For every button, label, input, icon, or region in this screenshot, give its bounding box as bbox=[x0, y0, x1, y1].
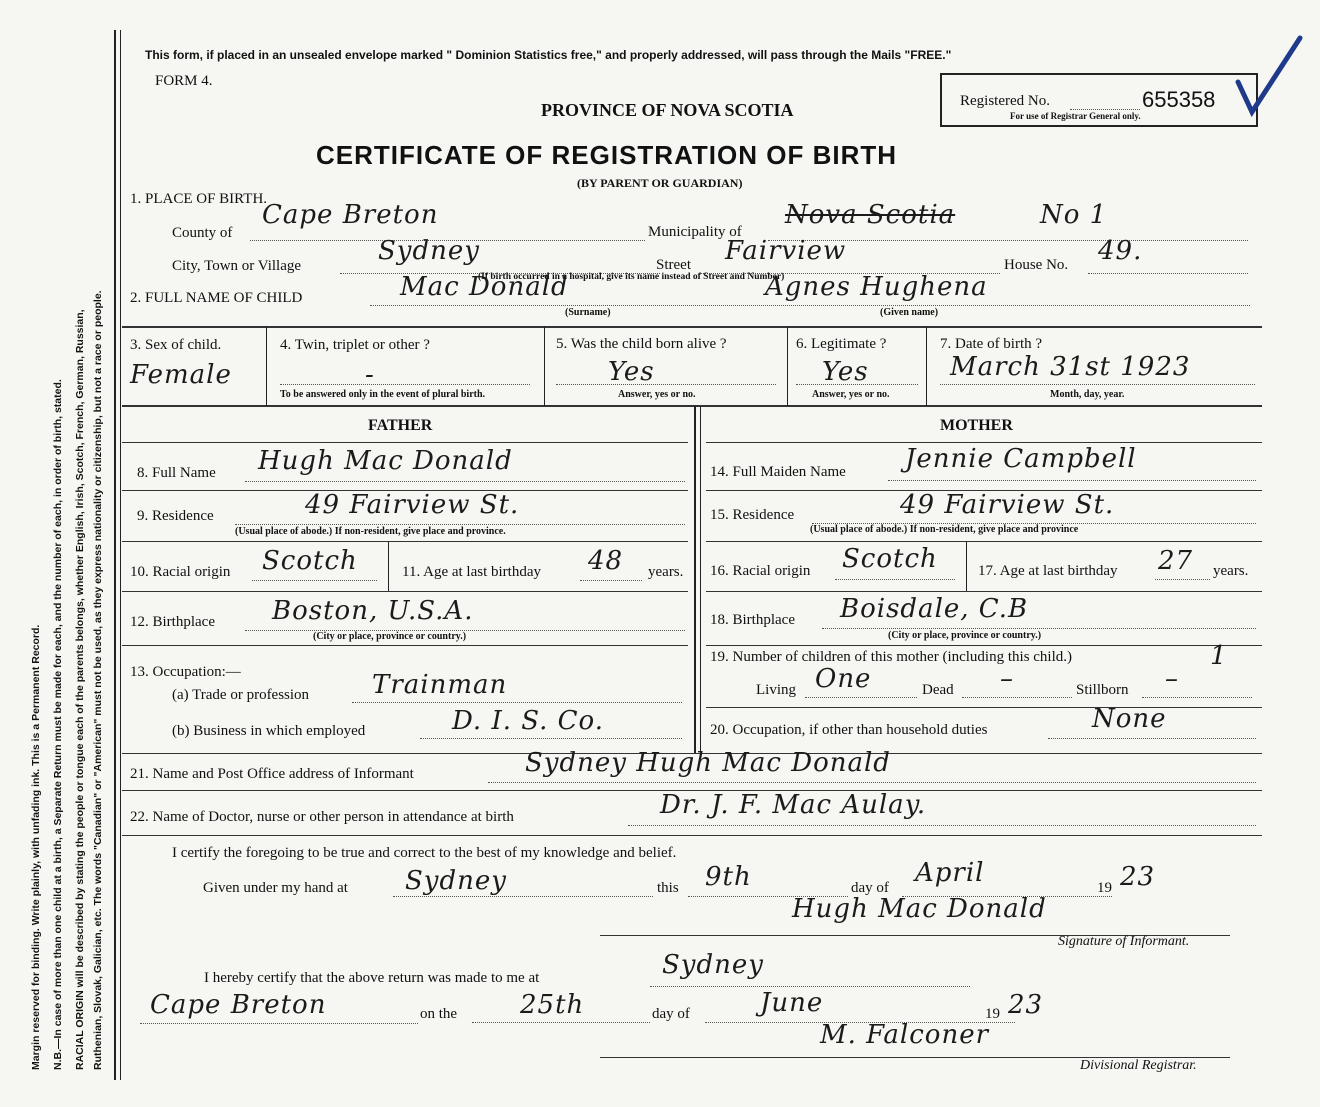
father-birthplace-value: Boston, U.S.A. bbox=[272, 596, 474, 626]
father-years: years. bbox=[648, 564, 684, 580]
registration-box bbox=[940, 73, 1258, 127]
registrar-month-value: June bbox=[760, 988, 824, 1018]
certificate-title: CERTIFICATE OF REGISTRATION OF BIRTH bbox=[316, 140, 898, 170]
registrar-signature-label: Divisional Registrar. bbox=[1080, 1058, 1197, 1073]
informant-label: 21. Name and Post Office address of Informant bbox=[130, 766, 414, 782]
sex-value: Female bbox=[130, 360, 232, 390]
mother-birthplace-value: Boisdale, C.B bbox=[840, 594, 1029, 624]
trade-label: (a) Trade or profession bbox=[172, 687, 310, 703]
mother-residence-note: (Usual place of abode.) If non-resident, give place and province bbox=[810, 524, 1079, 535]
father-heading: FATHER bbox=[368, 417, 433, 434]
mother-residence-label: 15. Residence bbox=[710, 507, 795, 523]
mail-notice: This form, if placed in an unsealed envelope marked " Dominion Statistics free," and properly addressed, will pass through the Mails "FREE." bbox=[145, 48, 952, 62]
alive-note: Answer, yes or no. bbox=[618, 389, 696, 400]
registrar-note: For use of Registrar General only. bbox=[1010, 111, 1141, 121]
father-name-value: Hugh Mac Donald bbox=[258, 446, 513, 476]
surname-note: (Surname) bbox=[565, 307, 611, 318]
children-count-label: 19. Number of children of this mother (including this child.) bbox=[710, 649, 1073, 665]
mother-age-value: 27 bbox=[1158, 546, 1194, 576]
father-residence-label: 9. Residence bbox=[137, 508, 214, 524]
father-racial-value: Scotch bbox=[262, 546, 358, 576]
father-residence-note: (Usual place of abode.) If non-resident, give place and province. bbox=[235, 526, 506, 537]
given-note: (Given name) bbox=[880, 307, 939, 318]
city-label: City, Town or Village bbox=[172, 258, 302, 274]
twin-note: To be answered only in the event of plural birth. bbox=[280, 389, 486, 400]
margin-note-1: Margin reserved for binding. Write plainly, with unfading ink. This is a Permanent Record. bbox=[30, 624, 42, 1070]
child-given-value: Agnes Hughena bbox=[765, 272, 988, 302]
street-value: Fairview bbox=[725, 236, 847, 266]
place-heading: 1. PLACE OF BIRTH. bbox=[130, 191, 268, 207]
child-surname-value: Mac Donald bbox=[400, 272, 569, 302]
margin-note-3: RACIAL ORIGIN will be described by stating the people or tongue each of the parents belongs, whether English, Irish, Scotch, French, German, Russian, bbox=[74, 309, 86, 1070]
doctor-value: Dr. J. F. Mac Aulay. bbox=[660, 790, 927, 820]
house-label: House No. bbox=[1004, 257, 1069, 273]
twin-value: - bbox=[365, 360, 375, 390]
given-day-value: 9th bbox=[705, 862, 752, 892]
county-value: Cape Breton bbox=[262, 200, 439, 230]
informant-value: Sydney Hugh Mac Donald bbox=[525, 748, 891, 778]
business-value: D. I. S. Co. bbox=[452, 706, 605, 736]
registered-label: Registered No. bbox=[960, 93, 1050, 109]
mother-residence-value: 49 Fairview St. bbox=[900, 490, 1115, 520]
father-age-label: 11. Age at last birthday bbox=[402, 564, 541, 580]
stillborn-label: Stillborn bbox=[1076, 682, 1129, 698]
margin-rule bbox=[114, 30, 116, 1080]
mother-racial-value: Scotch bbox=[842, 544, 938, 574]
registrar-county-value: Cape Breton bbox=[150, 990, 327, 1020]
check-mark-icon bbox=[1230, 30, 1310, 120]
doctor-label: 22. Name of Doctor, nurse or other person in attendance at birth bbox=[130, 809, 514, 825]
stillborn-value: – bbox=[1165, 664, 1179, 694]
father-birthplace-label: 12. Birthplace bbox=[130, 614, 215, 630]
mother-years: years. bbox=[1213, 563, 1249, 579]
certificate-subtitle: (BY PARENT OR GUARDIAN) bbox=[577, 176, 743, 190]
province-heading: PROVINCE OF NOVA SCOTIA bbox=[541, 100, 794, 120]
mother-birthplace-label: 18. Birthplace bbox=[710, 612, 795, 628]
this-label: this bbox=[657, 880, 679, 896]
given-month-value: April bbox=[915, 858, 985, 888]
father-occupation-label: 13. Occupation:— bbox=[130, 664, 241, 680]
county-label: County of bbox=[172, 225, 233, 241]
municipality-value: No 1 bbox=[1040, 200, 1108, 230]
alive-label: 5. Was the child born alive ? bbox=[556, 336, 727, 352]
father-name-label: 8. Full Name bbox=[137, 465, 216, 481]
business-label: (b) Business in which employed bbox=[172, 723, 366, 739]
given-label: Given under my hand at bbox=[203, 880, 348, 896]
mother-name-label: 14. Full Maiden Name bbox=[710, 464, 846, 480]
legitimate-value: Yes bbox=[822, 357, 869, 387]
municipality-label: Municipality of bbox=[648, 224, 742, 240]
margin-rule-inner bbox=[120, 30, 121, 1080]
parents-divider bbox=[694, 406, 696, 754]
living-label: Living bbox=[756, 682, 796, 698]
informant-signature: Hugh Mac Donald bbox=[792, 894, 1047, 924]
mother-occupation-label: 20. Occupation, if other than household duties bbox=[710, 722, 988, 738]
children-count-value: 1 bbox=[1210, 641, 1228, 671]
on-the-label: on the bbox=[420, 1006, 458, 1022]
margin-note-4: Ruthenian, Slovak, Galician, etc. The words "Canadian" or "American" must not be used, as they express nationality or citizenship, but not a race or people. bbox=[92, 290, 104, 1070]
dob-label: 7. Date of birth ? bbox=[940, 336, 1043, 352]
registered-number: 655358 bbox=[1142, 87, 1216, 112]
registrar-place-value: Sydney bbox=[662, 950, 764, 980]
legitimate-label: 6. Legitimate ? bbox=[796, 336, 887, 352]
registrar-year-value: 23 bbox=[1008, 990, 1044, 1020]
father-racial-label: 10. Racial origin bbox=[130, 564, 231, 580]
mother-age-label: 17. Age at last birthday bbox=[978, 563, 1118, 579]
given-place-value: Sydney bbox=[405, 866, 507, 896]
mother-occupation-value: None bbox=[1092, 704, 1167, 734]
city-value: Sydney bbox=[378, 236, 480, 266]
form-number: FORM 4. bbox=[155, 73, 213, 89]
alive-value: Yes bbox=[608, 357, 655, 387]
registrar-signature: M. Falconer bbox=[820, 1020, 990, 1050]
dob-note: Month, day, year. bbox=[1050, 389, 1125, 400]
given-year-value: 23 bbox=[1120, 862, 1156, 892]
registrar-statement: I hereby certify that the above return was made to me at bbox=[204, 970, 540, 986]
trade-value: Trainman bbox=[372, 670, 508, 700]
municipality-struck: Nova Scotia bbox=[785, 200, 956, 230]
twin-label: 4. Twin, triplet or other ? bbox=[280, 337, 430, 353]
given-year-prefix: 19 bbox=[1097, 880, 1112, 896]
certify-statement: I certify the foregoing to be true and correct to the best of my knowledge and belief. bbox=[172, 845, 677, 861]
father-birthplace-note: (City or place, province or country.) bbox=[313, 631, 467, 642]
legitimate-note: Answer, yes or no. bbox=[812, 389, 890, 400]
registrar-day-value: 25th bbox=[520, 990, 585, 1020]
dead-label: Dead bbox=[922, 682, 954, 698]
day-of-label: day of bbox=[851, 880, 889, 896]
child-name-label: 2. FULL NAME OF CHILD bbox=[130, 290, 303, 306]
signature-label: Signature of Informant. bbox=[1058, 934, 1190, 949]
dead-value: – bbox=[1000, 664, 1014, 694]
binding-margin bbox=[0, 0, 115, 1107]
margin-note-2: N.B.—In case of more than one child at a birth, a Separate Return must be made for each, and the number of each, in order of birth, stated. bbox=[52, 379, 64, 1070]
father-age-value: 48 bbox=[588, 546, 624, 576]
registrar-year-prefix: 19 bbox=[985, 1006, 1000, 1022]
hospital-note: (If birth occurred in a hospital, give its name instead of Street and Number) bbox=[478, 272, 785, 282]
mother-racial-label: 16. Racial origin bbox=[710, 563, 811, 579]
house-value: 49. bbox=[1098, 236, 1143, 266]
father-residence-value: 49 Fairview St. bbox=[305, 490, 520, 520]
sex-label: 3. Sex of child. bbox=[130, 337, 222, 353]
mother-name-value: Jennie Campbell bbox=[905, 444, 1137, 474]
registrar-day-of-label: day of bbox=[652, 1006, 690, 1022]
mother-birthplace-note: (City or place, province or country.) bbox=[888, 630, 1042, 641]
street-label: Street bbox=[656, 257, 691, 273]
dob-value: March 31st 1923 bbox=[950, 352, 1191, 382]
living-value: One bbox=[815, 664, 872, 694]
mother-heading: MOTHER bbox=[940, 417, 1013, 434]
